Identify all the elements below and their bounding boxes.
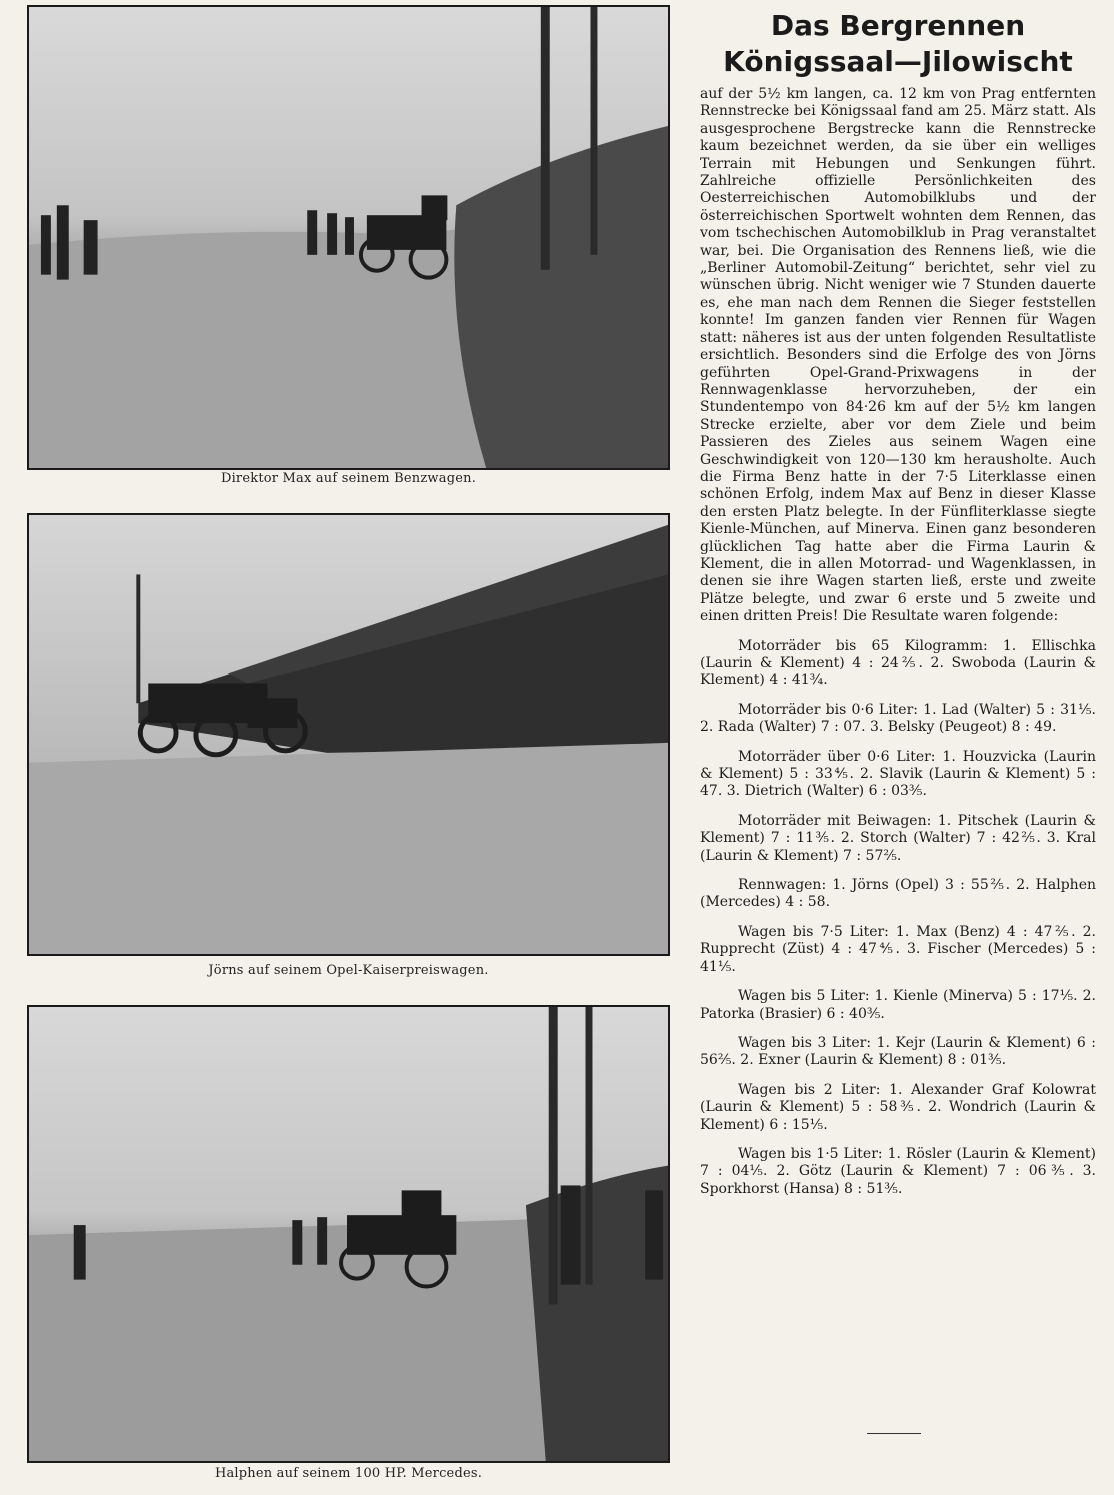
article-title-line-2: Königssaal—Jilowischt [723, 45, 1073, 78]
article-title [700, 8, 1096, 80]
end-rule [867, 1433, 921, 1434]
result-entry: Motorräder mit Beiwagen: 1. Pitschek (Laurin & Klement) 7 : 11⅗. 2. Storch (Walter) 7 : 42⅖. 3. Kral (Laurin & Klement) 7 : 57⅖. [700, 812, 1096, 864]
caption-photo-2: Jörns auf seinem Opel-Kaiserpreiswagen. [208, 963, 489, 978]
result-entry: Motorräder bis 65 Kilogramm: 1. Ellischka (Laurin & Klement) 4 : 24⅖. 2. Swoboda (Laurin & Klement) 4 : 41¾. [700, 637, 1096, 689]
article-body: auf der 5½ km langen, ca. 12 km von Prag entfernten Rennstrecke bei Königssaal fand am 25. März statt. Als ausgesprochene Bergstrecke kann die Rennstrecke kaum bezeichnet werden, da sie über ein welliges Terrain mit Hebungen und Senkungen führt. Zahlreiche offizielle Persönlichkeiten des Oesterreichischen Automobilklubs und der österreichischen Sportwelt wohnten dem Rennen, das vom tschechischen Automobilklub in Prag veranstaltet war, bei. Die Organisation des Rennens ließ, wie die „Berliner Automobil-Zeitung“ berichtet, sehr viel zu wünschen übrig. Nicht weniger wie 7 Stunden dauerte es, ehe man nach dem Rennen die Sieger feststellen konnte! Im ganzen fanden vier Rennen für Wagen statt: näheres ist aus der unten folgenden Resultatliste ersichtlich. Besonders sind die Erfolge des von Jörns geführten Opel-Grand-Prixwagens in der Rennwagenklasse hervorzuheben, der ein Stundentempo von 84·26 km auf der 5½ km langen Strecke erzielte, aber vor dem Ziele und beim Passieren des Zieles aus seinem Wagen eine Geschwindigkeit von 120—130 km herausholte. Auch die Firma Benz hatte in der 7·5 Literklasse einen schönen Erfolg, indem Max auf Benz in dieser Klasse den ersten Platz belegte. In der Fünfliterklasse siegte Kienle-München, auf Minerva. Einen ganz besonderen glücklichen Tag hatte aber die Firma Laurin & Klement, die in allen Motorrad- und Wagenklassen, in denen sie ihre Wagen starten ließ, erste und zweite Plätze belegte, und zwar 6 erste und 5 zweite und einen dritten Preis! Die Resultate waren folgende: [700, 86, 1096, 625]
article-title-line-1: Das Bergrennen [770, 9, 1026, 42]
result-entry: Wagen bis 3 Liter: 1. Kejr (Laurin & Klement) 6 : 56⅖. 2. Exner (Laurin & Klement) 8 : 01⅗. [700, 1034, 1096, 1069]
result-entry: Wagen bis 2 Liter: 1. Alexander Graf Kolowrat (Laurin & Klement) 5 : 58⅗. 2. Wondrich (Laurin & Klement) 6 : 15⅕. [700, 1081, 1096, 1133]
result-entry: Wagen bis 1·5 Liter: 1. Rösler (Laurin & Klement) 7 : 04⅕. 2. Götz (Laurin & Klement) 7 : 06⅗. 3. Sporkhorst (Hansa) 8 : 51⅗. [700, 1145, 1096, 1197]
photo-opel-car [27, 513, 670, 956]
caption-photo-1: Direktor Max auf seinem Benzwagen. [220, 471, 477, 486]
result-entry: Rennwagen: 1. Jörns (Opel) 3 : 55⅖. 2. Halphen (Mercedes) 4 : 58. [700, 877, 1096, 911]
photo-mercedes-car-image [29, 1007, 668, 1461]
caption-photo-3: Halphen auf seinem 100 HP. Mercedes. [214, 1466, 483, 1481]
result-entry: Wagen bis 7·5 Liter: 1. Max (Benz) 4 : 47⅖. 2. Rupprecht (Züst) 4 : 47⅘. 3. Fischer (Mercedes) 5 : 41⅕. [700, 923, 1096, 975]
photo-opel-car-image [29, 515, 668, 954]
article-column [700, 8, 1096, 1198]
result-entry: Motorräder bis 0·6 Liter: 1. Lad (Walter) 5 : 31⅕. 2. Rada (Walter) 7 : 07. 3. Belsky (Peugeot) 8 : 49. [700, 701, 1096, 736]
photo-mercedes-car [27, 1005, 670, 1463]
photo-benz-car-image [29, 7, 668, 468]
result-entry: Wagen bis 5 Liter: 1. Kienle (Minerva) 5 : 17⅕. 2. Patorka (Brasier) 6 : 40⅗. [700, 988, 1096, 1022]
photo-benz-car [27, 5, 670, 470]
result-entry: Motorräder über 0·6 Liter: 1. Houzvicka (Laurin & Klement) 5 : 33⅘. 2. Slavik (Laurin & Klement) 5 : 47. 3. Dietrich (Walter) 6 : 03⅗. [700, 748, 1096, 800]
